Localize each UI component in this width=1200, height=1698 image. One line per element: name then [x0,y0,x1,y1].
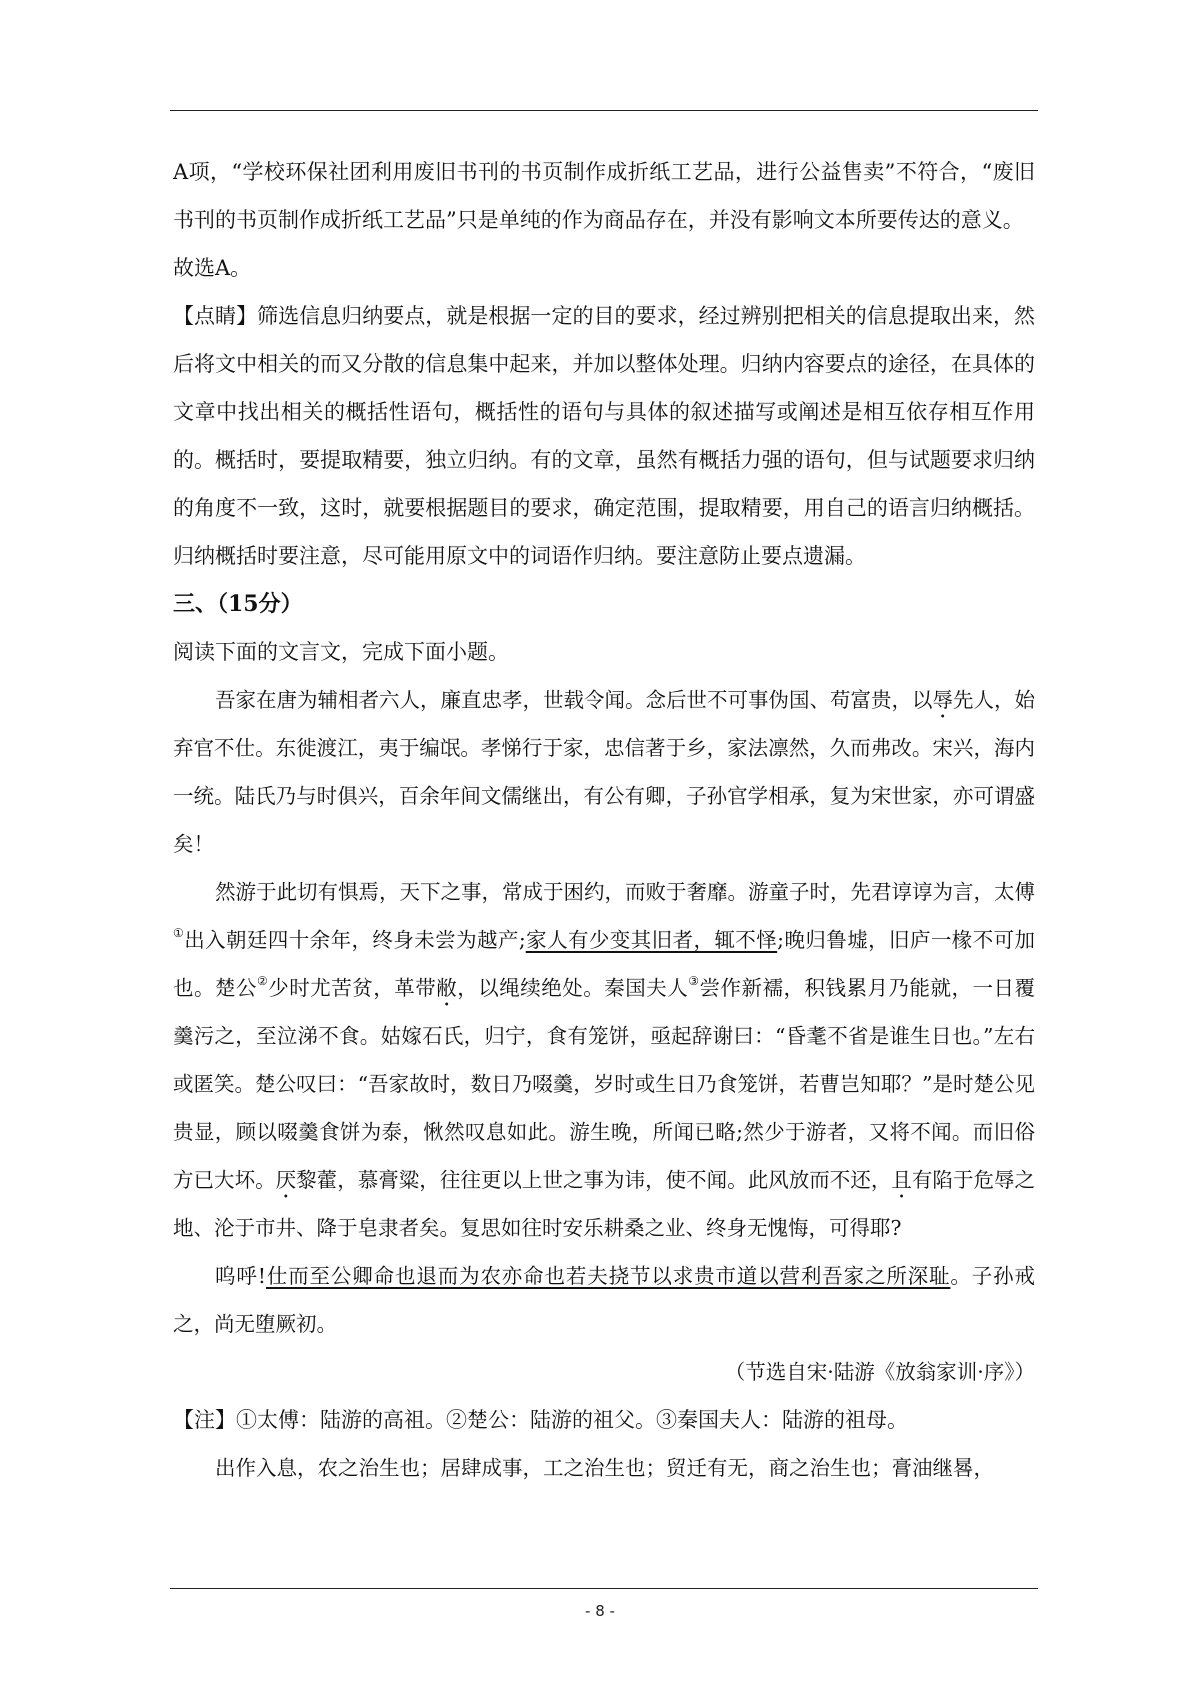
tip-text: 筛选信息归纳要点，就是根据一定的目的要求，经过辨别把相关的信息提取出来，然后将文中相关的而又分散的信息集中起来，并加以整体处理。归纳内容要点的途径，在具体的文章中找出相关的概括性语句，概括性的语句与具体的叙述描写或阐述是相互依存相互作用的。概括时，要提取精要，独立归纳。有的文章，虽然有概括力强的语句，但与试题要求归纳的角度不一致，这时，就要根据题目的要求，确定范围，提取精要，用自己的语言归纳概括。归纳概括时要注意，尽可能用原文中的词语作归纳。要注意防止要点遗漏。 [173,304,1036,568]
notes-line [173,1396,1035,1444]
header-rule [170,110,1038,111]
passage2-line: 出作入息，农之治生也；居肆成事，工之治生也；贸迁有无，商之治生也；膏油继晷， [215,1456,994,1480]
tip-label: 【点睛】 [173,304,258,328]
passage-text: 然游于此切有惧焉，天下之事，常成于困约，而败于奢靡。游童子时，先君谆谆为言，太傅 [215,880,1035,904]
passage-paragraph-3 [173,1252,1035,1348]
passage-text: 少时尤苦贫，革带 [268,976,437,1000]
section-instruction: 阅读下面的文言文，完成下面小题。 [173,640,509,664]
passage-text: 出入朝廷四十余年，终身未尝为越产; [184,928,526,952]
page-number: - 8 - [585,1602,615,1620]
notes-label: 【注】 [173,1408,236,1432]
passage-text: 先人，始弃官不仕。东徙渡江，夷于编氓。孝悌行于家，忠信著于乡，家法凛然，久而弗改。宋兴，海内一统。陆氏乃与时俱兴，百余年间文儒继出，有公有卿，子孙官学相承，复为宋世家，亦可谓盛矣！ [173,688,1035,856]
passage-text: ;晚归鲁墟，旧庐一椽不可加也。楚公 [173,928,1036,1000]
dotted-word: 辱 [932,688,953,712]
dotted-word: 敝 [436,976,458,1000]
passage-paragraph-2 [173,868,1035,1252]
page-content [173,148,1035,1492]
dotted-word: 且 [891,1168,912,1192]
dotted-word: 厌 [275,1168,297,1192]
note-mark: ③ [688,974,700,988]
passage-text: 呜呼! [215,1264,266,1288]
notes-text: ①太傅：陆游的高祖。②楚公：陆游的祖父。③秦国夫人：陆游的祖母。 [236,1408,908,1432]
note-mark: ② [257,974,269,988]
passage-text: 。子孙戒之，尚无堕厥初。 [173,1264,1036,1336]
passage-text: 黎藿，慕膏粱，往往更以上世之事为讳，使不闻。此风放而不还， [296,1168,892,1192]
underlined-sentence: 家人有少变其旧者，辄不怿 [525,928,778,952]
passage-text: 有陷于危辱之地、沦于市井、降于皂隶者矣。复思如往时安乐耕桑之业、终身无愧悔，可得耶? [173,1168,1036,1240]
footer-rule [170,1588,1038,1589]
passage-source: （节选自宋·陆游《放翁家训·序》） [724,1360,1035,1384]
underlined-sentence: 仕而至公卿命也退而为农亦命也若夫挠节以求贵市道以营利吾家之所深耻 [265,1264,951,1288]
answer-line: 故选A。 [173,256,252,280]
analysis-paragraph: A项，“学校环保社团利用废旧书刊的书页制作成折纸工艺品，进行公益售卖”不符合，“废旧书刊的书页制作成折纸工艺品”只是单纯的作为商品存在，并没有影响文本所要传达的意义。 [173,160,1035,232]
note-mark: ① [173,926,185,940]
tip-paragraph [173,292,1035,580]
passage-text: ，以绳续绝处。秦国夫人 [457,976,689,1000]
passage-text: 尝作新襦，积钱累月乃能就，一日覆羹污之，至泣涕不食。姑嫁石氏，归宁，食有笼饼，亟起辞谢曰：“昏耄不省是谁生日也。”左右或匿笑。楚公叹曰：“吾家故时，数日乃啜羹，岁时或生日乃食笼饼，若曹岂知耶？”是时楚公见贵显，顾以啜羹食饼为泰，愀然叹息如此。游生晚，所闻已略;然少于游者，又将不闻。而旧俗方已大坏。 [173,976,1036,1192]
passage-text: 吾家在唐为辅相者六人，廉直忠孝，世载令闻。念后世不可事伪国、苟富贵，以 [215,688,933,712]
passage-paragraph-1 [173,676,1035,868]
section-heading: 三、（15分） [173,591,303,617]
